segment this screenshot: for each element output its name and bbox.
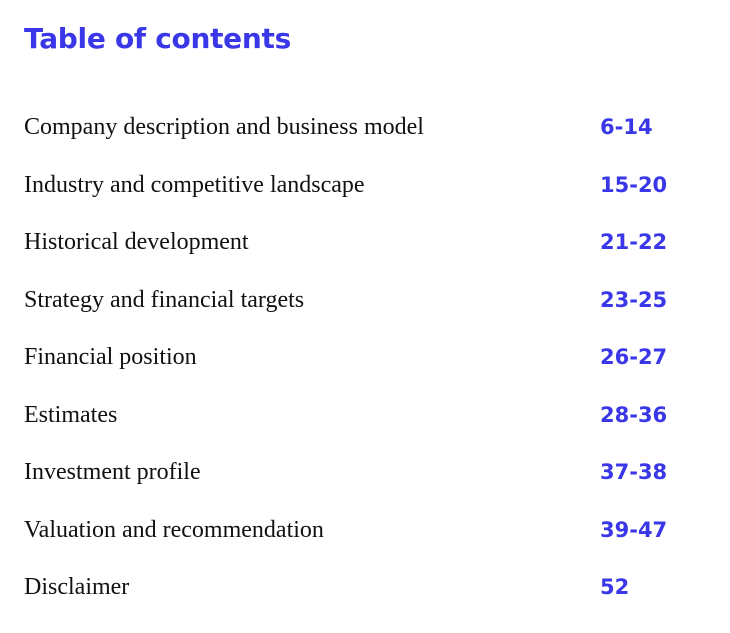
toc-entry[interactable] — [24, 173, 696, 231]
toc-entry[interactable] — [24, 575, 696, 633]
toc-entry-pages: 21-22 — [600, 230, 668, 254]
toc-entry[interactable] — [24, 115, 696, 173]
toc-entry-pages: 37-38 — [600, 460, 668, 484]
toc-entry[interactable] — [24, 345, 696, 403]
toc-entry-pages: 15-20 — [600, 172, 668, 197]
toc-entry-label: Company description and business model — [24, 114, 424, 140]
toc-entry-label: Disclaimer — [24, 574, 130, 600]
toc-entry[interactable] — [24, 230, 696, 288]
toc-entry-pages: 52 — [600, 575, 630, 599]
toc-entry-label: Strategy and financial targets — [24, 286, 305, 313]
toc-entry[interactable] — [24, 403, 696, 461]
toc-entry-label: Valuation and recommendation — [24, 516, 324, 543]
toc-list — [24, 115, 696, 633]
toc-entry-pages: 6-14 — [600, 115, 653, 139]
toc-entry-pages: 28-36 — [600, 402, 668, 427]
toc-entry[interactable] — [24, 518, 696, 576]
toc-entry-label: Investment profile — [24, 459, 201, 485]
toc-entry-label: Industry and competitive landscape — [24, 171, 365, 198]
toc-entry-label: Historical development — [24, 229, 249, 255]
toc-entry-pages: 39-47 — [600, 517, 668, 542]
toc-entry-label: Estimates — [24, 401, 118, 428]
toc-entry[interactable] — [24, 460, 696, 518]
toc-entry-label: Financial position — [24, 344, 197, 370]
toc-entry[interactable] — [24, 288, 696, 346]
toc-entry-pages: 26-27 — [600, 345, 668, 369]
page-title: Table of contents — [24, 22, 291, 55]
toc-entry-pages: 23-25 — [600, 287, 668, 312]
